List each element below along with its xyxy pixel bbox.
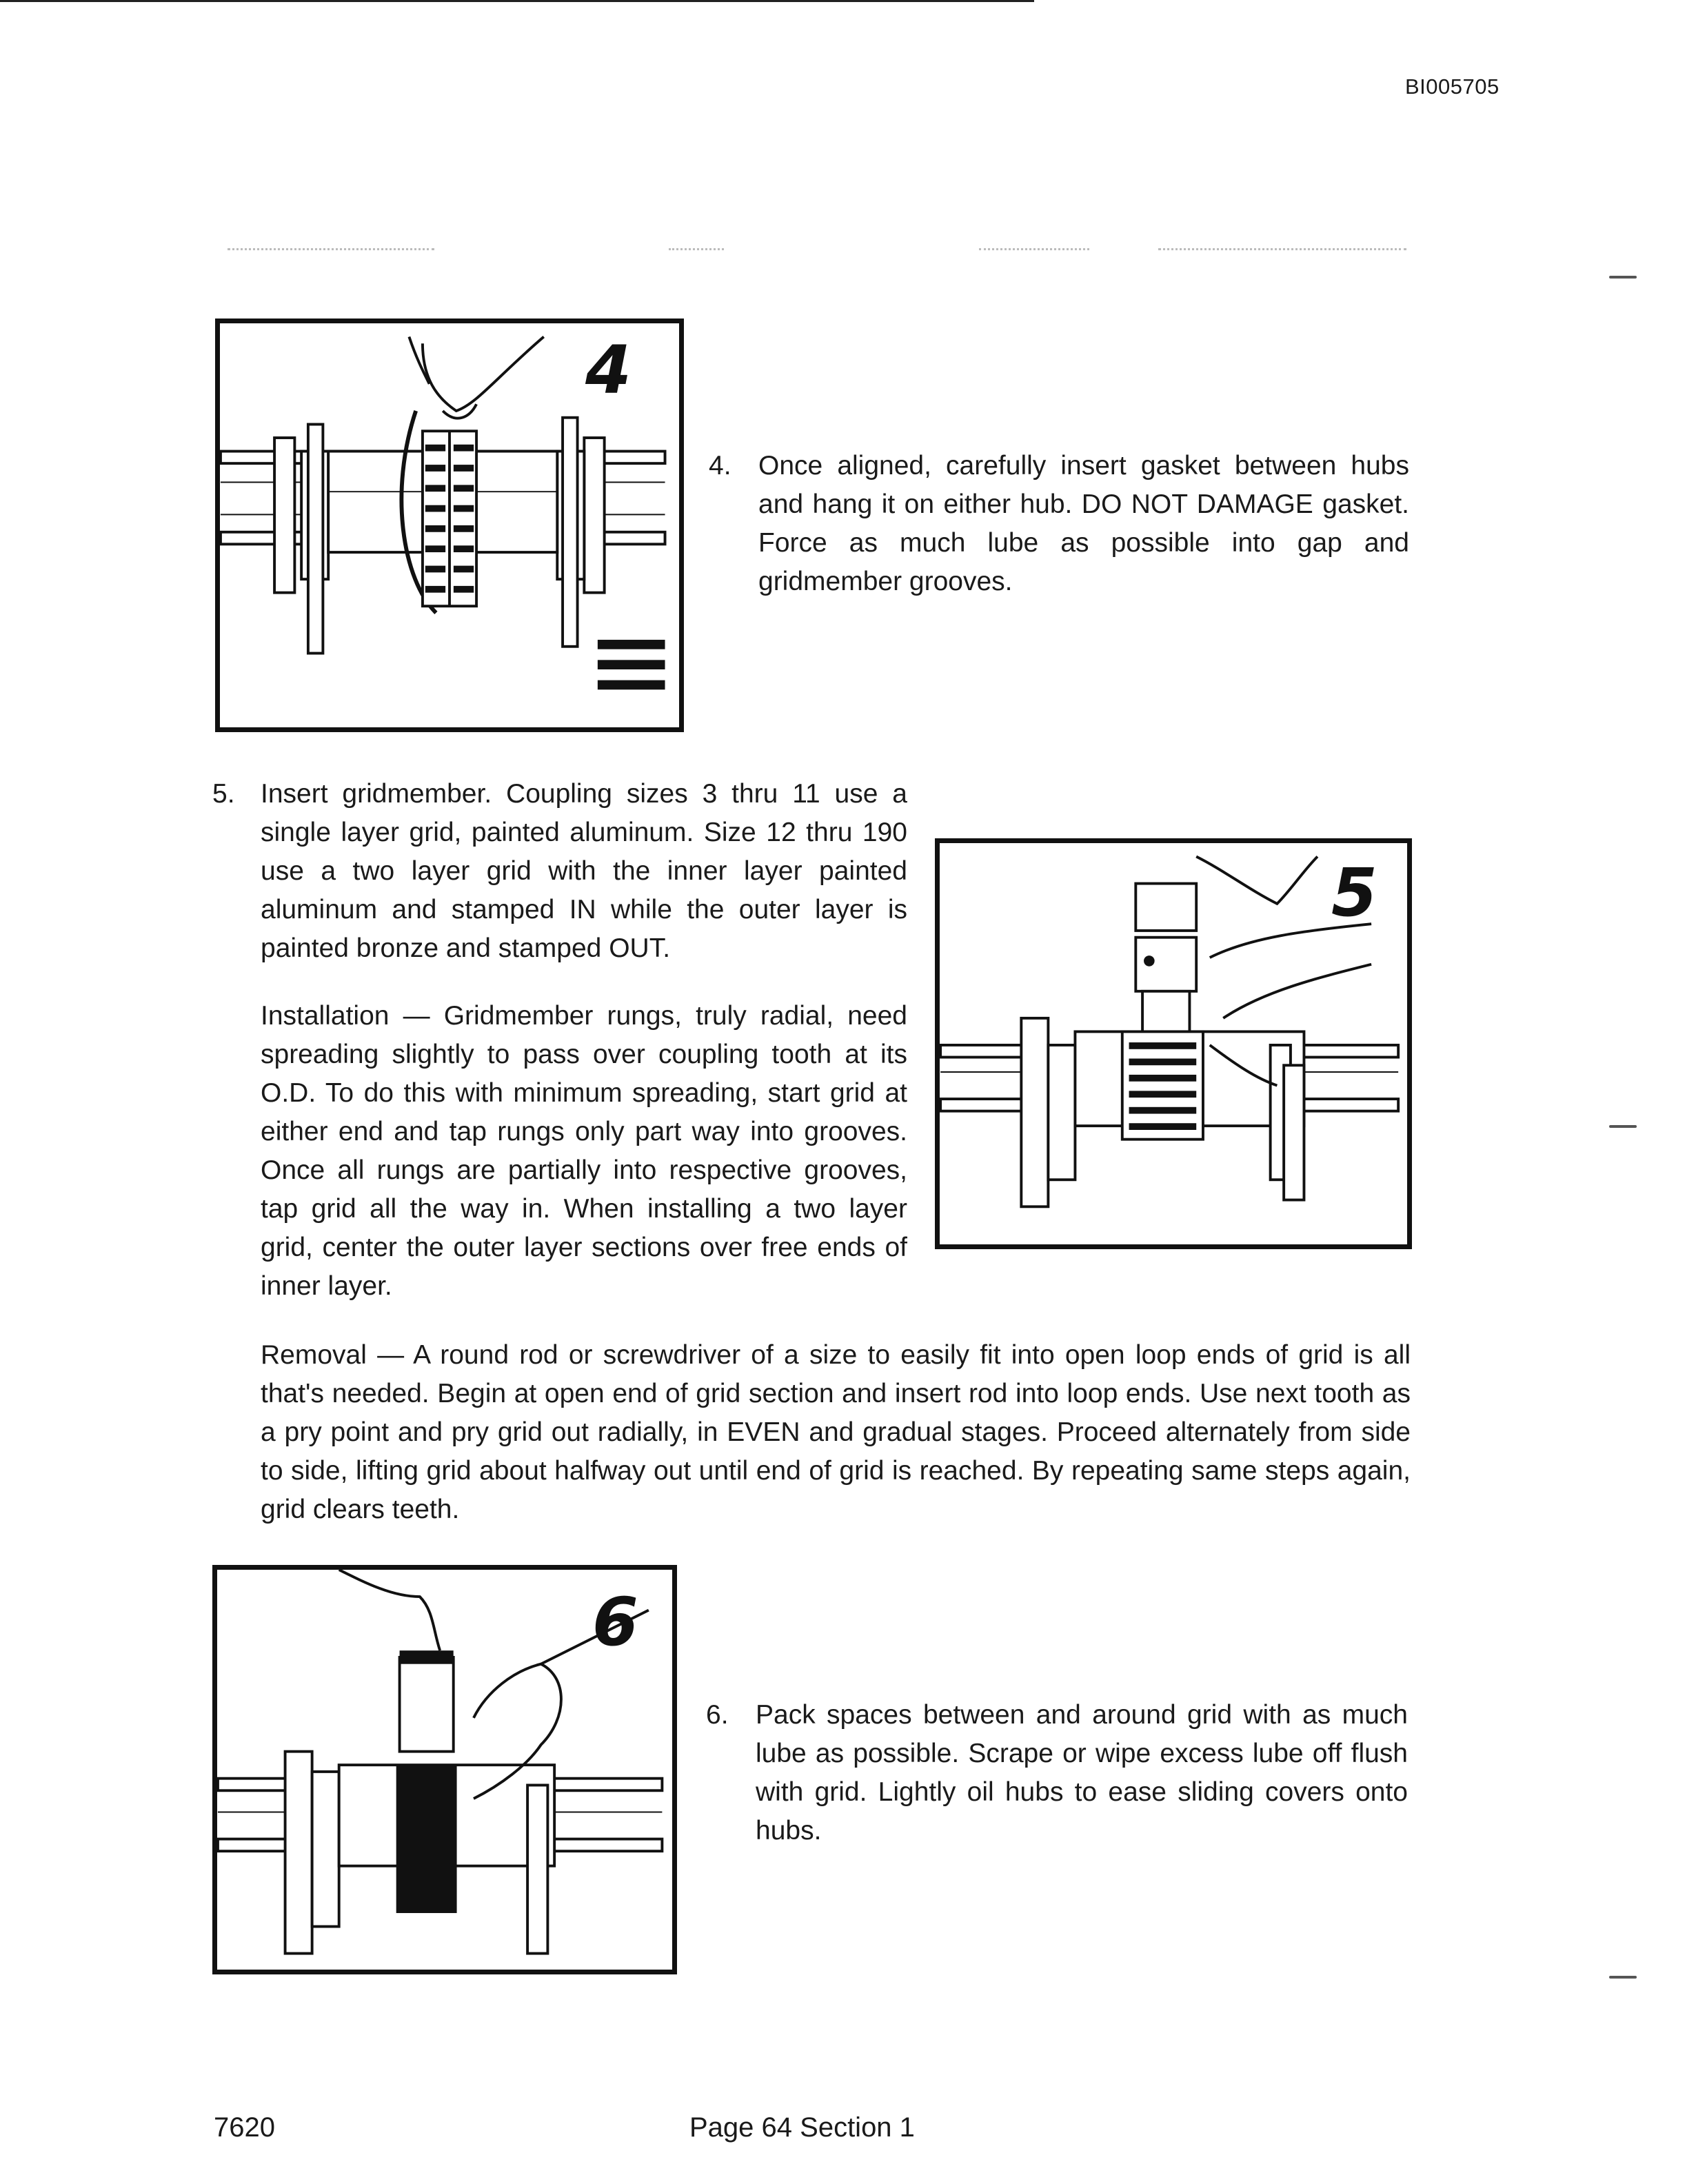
figure-6-number: 6 bbox=[592, 1584, 638, 1661]
scan-edge-mark bbox=[1609, 1976, 1637, 1979]
step-6-text: Pack spaces between and around grid with as much lube as possible. Scrape or wipe excess lube off flush with grid. Lightly oil hubs to ease sliding covers onto hubs. bbox=[756, 1700, 1408, 1846]
figure-4-gasket-insertion bbox=[215, 318, 684, 732]
scan-artifact bbox=[228, 248, 434, 253]
figure-5-grid-insertion bbox=[935, 838, 1412, 1249]
figure-4-number: 4 bbox=[585, 332, 632, 409]
step-5-text: Insert gridmember. Coupling sizes 3 thru 11 use a single layer grid, painted aluminum. Size 12 thru 190 use a two layer grid with the inner layer painted aluminum and stamped IN while the outer layer is painted bronze and stamped OUT. bbox=[261, 779, 907, 963]
scan-edge-mark bbox=[1609, 1125, 1637, 1128]
step-4-number: 4. bbox=[709, 451, 731, 481]
step-4-text: Once aligned, carefully insert gasket between hubs and hang it on either hub. DO NOT DAMAGE gasket. Force as much lube as possible into gap and gridmember grooves. bbox=[758, 451, 1409, 596]
scan-artifact bbox=[979, 248, 1089, 253]
figure-5-number: 5 bbox=[1331, 854, 1377, 931]
scan-artifact bbox=[669, 248, 724, 253]
footer-doc-number: 7620 bbox=[214, 2112, 275, 2143]
scan-top-edge-line bbox=[0, 0, 1034, 2]
document-id: BI005705 bbox=[1405, 74, 1500, 99]
step-6-number: 6. bbox=[706, 1700, 729, 1730]
step-5-number: 5. bbox=[212, 779, 235, 809]
scan-edge-mark bbox=[1609, 276, 1637, 279]
scan-artifact bbox=[1158, 248, 1406, 253]
figure-6-lube-packing bbox=[212, 1565, 677, 1974]
footer-page-section: Page 64 Section 1 bbox=[689, 2112, 915, 2143]
removal-text: Removal — A round rod or screwdriver of a size to easily fit into open loop ends of grid is all that's needed. Begin at open end of grid section and insert rod into loop ends. Use next tooth as a pry point and pry grid out radially, in EVEN and gradual stages. Proceed alternately from side to side, lifting grid about halfway out until end of grid is reached. By repeating same steps again, grid clears teeth. bbox=[261, 1340, 1411, 1524]
step-5-installation-text: Installation — Gridmember rungs, truly radial, need spreading slightly to pass over coupling tooth at its O.D. To do this with minimum spreading, start grid at either end and tap rungs only part way into grooves. Once all rungs are partially into respective grooves, tap grid all the way in. When installing a two layer grid, center the outer layer sections over free ends of inner layer. bbox=[261, 1001, 907, 1301]
